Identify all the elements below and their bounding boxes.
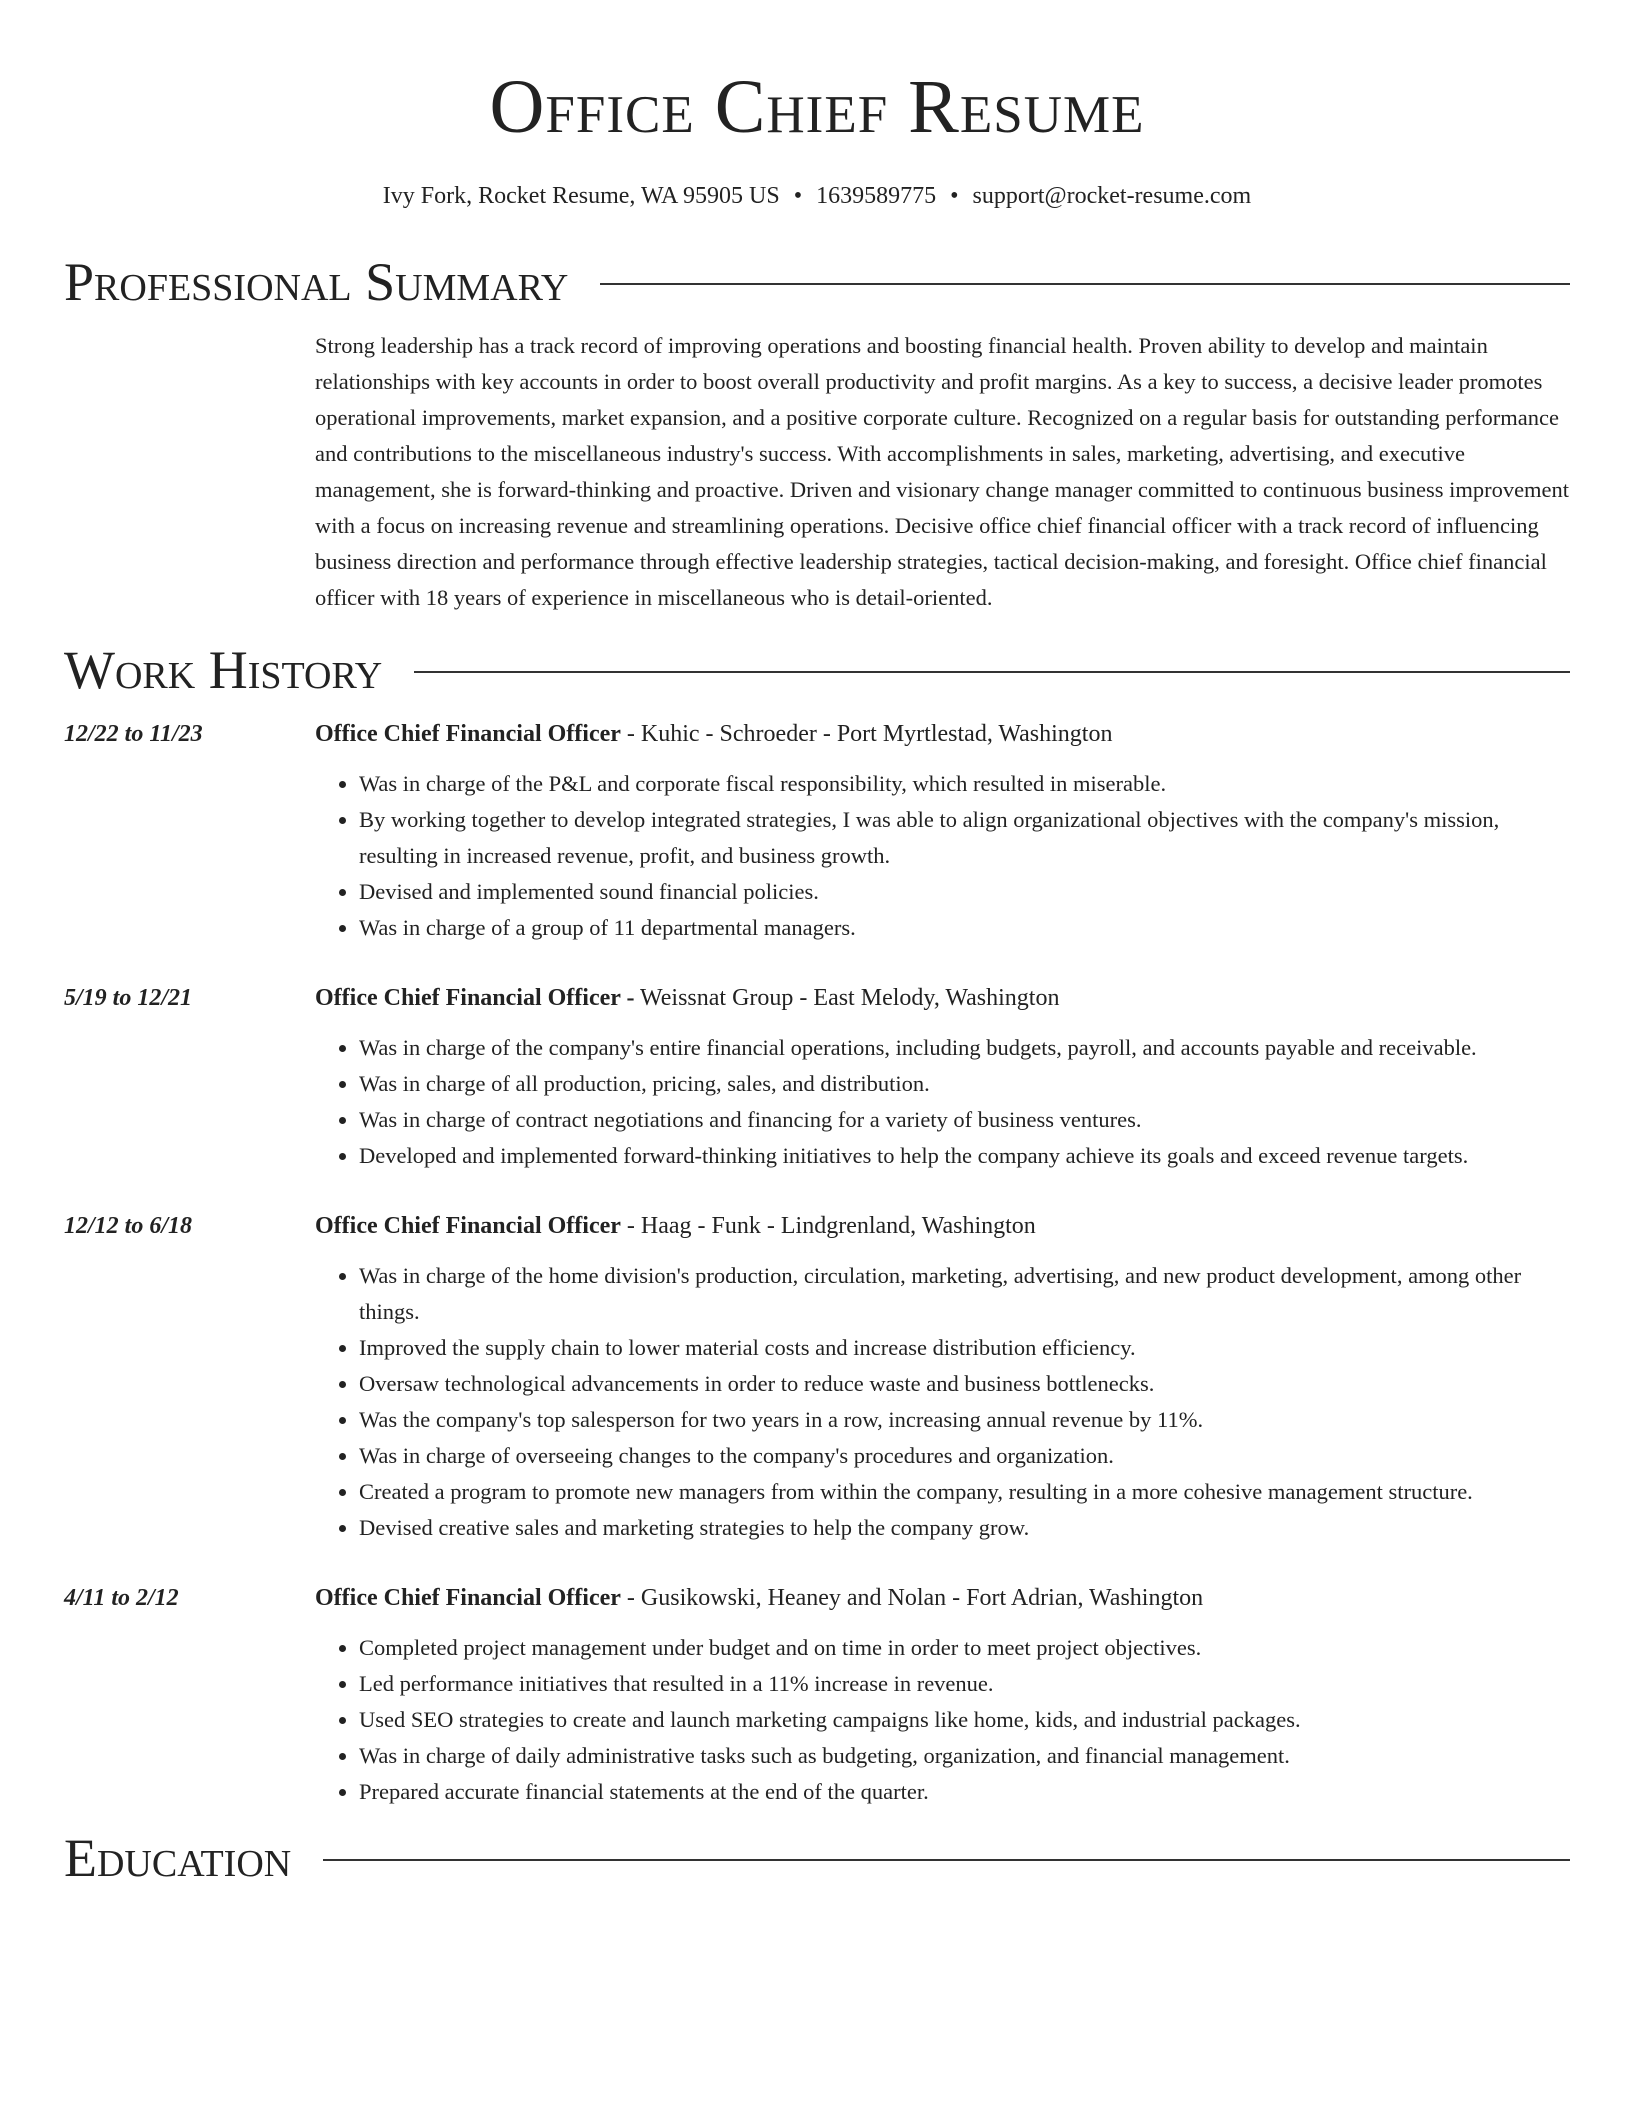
job-bullet: • Prepared accurate financial statements at the end of the quarter. — [359, 1774, 1570, 1810]
job-dates: 12/12 to 6/18 — [64, 1213, 193, 1239]
job-body — [315, 716, 1570, 946]
job-role: Office Chief Financial Officer — [315, 721, 621, 747]
job-heading — [315, 980, 1570, 1016]
section-divider — [600, 283, 1570, 285]
job-bullet: • Developed and implemented forward-thinking initiatives to help the company achieve its goals and exceed revenue targets. — [359, 1138, 1570, 1174]
job-bullet: • Completed project management under budget and on time in order to meet project objectives. — [359, 1630, 1570, 1666]
job-heading — [315, 716, 1570, 752]
job-bullet: • Was the company's top salesperson for two years in a row, increasing annual revenue by 11%. — [359, 1402, 1570, 1438]
job-entry — [64, 1580, 1570, 1810]
job-bullets — [315, 766, 1570, 946]
job-dates: 5/19 to 12/21 — [64, 985, 193, 1011]
job-bullet: • Created a program to promote new managers from within the company, resulting in a more cohesive management structure. — [359, 1474, 1570, 1510]
job-heading — [315, 1208, 1570, 1244]
job-role: Office Chief Financial Officer — [315, 1213, 621, 1239]
job-company: Weissnat Group - East Melody, Washington — [634, 985, 1060, 1011]
job-bullet: • Was in charge of the company's entire financial operations, including budgets, payroll, and accounts payable and receivable. — [359, 1030, 1570, 1066]
job-role: Office Chief Financial Officer - — [315, 985, 635, 1011]
job-body — [315, 1208, 1570, 1546]
section-divider — [323, 1859, 1570, 1861]
job-bullets — [315, 1258, 1570, 1546]
job-body — [315, 980, 1570, 1174]
work-heading: Work History — [64, 640, 383, 700]
job-bullet: • Used SEO strategies to create and launch marketing campaigns like home, kids, and industrial packages. — [359, 1702, 1570, 1738]
job-dates: 12/22 to 11/23 — [64, 721, 203, 747]
job-bullet: • Was in charge of contract negotiations and financing for a variety of business ventures. — [359, 1102, 1570, 1138]
contact-separator: • — [793, 183, 803, 209]
contact-email: support@rocket-resume.com — [972, 183, 1252, 209]
resume-title: Office Chief Resume — [489, 65, 1145, 149]
job-entry — [64, 1208, 1570, 1546]
job-bullet: • Was in charge of overseeing changes to the company's procedures and organization. — [359, 1438, 1570, 1474]
job-bullets — [315, 1630, 1570, 1810]
job-entry — [64, 716, 1570, 946]
section-divider — [414, 671, 1570, 673]
summary-text: Strong leadership has a track record of improving operations and boosting financial health. Proven ability to develop and maintain relationships with key accounts in order to boost overall productivity and profit margins. As a key to success, a decisive leader promotes operational improvements, market expansion, and a positive corporate culture. Recognized on a regular basis for outstanding performance and contributions to the miscellaneous industry's success. With accomplishments in sales, marketing, advertising, and executive management, she is forward-thinking and proactive. Driven and visionary change manager committed to continuous business improvement with a focus on increasing revenue and streamlining operations. Decisive office chief financial officer with a track record of influencing business direction and performance through effective leadership strategies, tactical decision-making, and foresight. Office chief financial officer with 18 years of experience in miscellaneous who is detail-oriented. — [315, 333, 1570, 610]
job-bullet: • Improved the supply chain to lower material costs and increase distribution efficiency. — [359, 1330, 1570, 1366]
work-history-list — [64, 716, 1570, 1810]
contact-phone: 1639589775 — [816, 183, 937, 209]
job-heading — [315, 1580, 1570, 1616]
job-company: - Gusikowski, Heaney and Nolan - Fort Adrian, Washington — [620, 1585, 1204, 1611]
education-section-header — [64, 1826, 1570, 1890]
job-bullet: • Devised and implemented sound financial policies. — [359, 874, 1570, 910]
summary-section-header — [64, 250, 1570, 314]
job-bullet: • Led performance initiatives that resulted in a 11% increase in revenue. — [359, 1666, 1570, 1702]
job-bullet: • Was in charge of the P&L and corporate fiscal responsibility, which resulted in miserable. — [359, 766, 1570, 802]
job-bullet: • By working together to develop integrated strategies, I was able to align organizational objectives with the company's mission, resulting in increased revenue, profit, and business growth. — [359, 802, 1570, 874]
work-section-header — [64, 638, 1570, 702]
job-bullet: • Devised creative sales and marketing strategies to help the company grow. — [359, 1510, 1570, 1546]
education-heading: Education — [64, 1828, 292, 1888]
job-bullet: • Was in charge of daily administrative tasks such as budgeting, organization, and financial management. — [359, 1738, 1570, 1774]
job-bullet: • Was in charge of all production, pricing, sales, and distribution. — [359, 1066, 1570, 1102]
job-company: - Kuhic - Schroeder - Port Myrtlestad, Washington — [620, 721, 1113, 747]
job-body — [315, 1580, 1570, 1810]
contact-line — [64, 180, 1570, 212]
contact-address: Ivy Fork, Rocket Resume, WA 95905 US — [382, 183, 780, 209]
contact-separator: • — [950, 183, 959, 209]
job-bullet: • Oversaw technological advancements in order to reduce waste and business bottlenecks. — [359, 1366, 1570, 1402]
job-role: Office Chief Financial Officer — [315, 1585, 621, 1611]
job-bullet: • Was in charge of the home division's production, circulation, marketing, advertising, and new product development, among other things. — [359, 1258, 1570, 1330]
job-bullets — [315, 1030, 1570, 1174]
job-entry — [64, 980, 1570, 1174]
job-dates: 4/11 to 2/12 — [64, 1585, 179, 1611]
job-bullet: • Was in charge of a group of 11 departmental managers. — [359, 910, 1570, 946]
summary-heading: Professional Summary — [64, 252, 569, 312]
job-company: - Haag - Funk - Lindgrenland, Washington — [620, 1213, 1036, 1239]
